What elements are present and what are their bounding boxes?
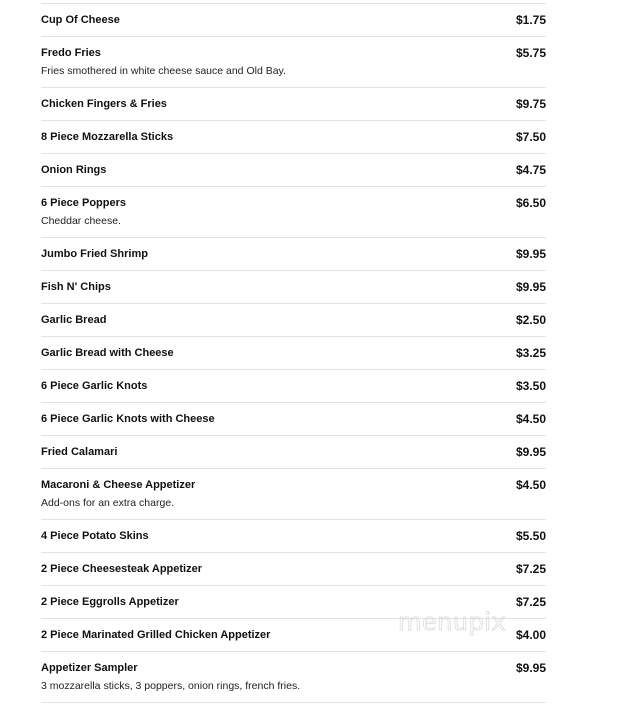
item-price: $9.95 [515, 280, 546, 294]
item-price: $9.95 [515, 661, 546, 675]
menu-item [41, 370, 546, 403]
item-name: Jumbo Fried Shrimp [41, 248, 148, 260]
menu-list [41, 3, 546, 703]
menu-item [41, 154, 546, 187]
item-price: $7.25 [515, 562, 546, 576]
item-name: Fried Calamari [41, 446, 118, 458]
item-price: $9.95 [515, 247, 546, 261]
item-description: Add-ons for an extra charge. [41, 497, 175, 509]
item-price: $9.95 [515, 445, 546, 459]
item-price: $1.75 [515, 13, 546, 27]
item-price: $4.50 [515, 478, 546, 492]
menu-item [41, 121, 546, 154]
menu-item [41, 88, 546, 121]
item-name: 6 Piece Poppers [41, 197, 126, 209]
item-price: $2.50 [515, 313, 546, 327]
item-price: $4.00 [515, 628, 546, 642]
menu-item [41, 652, 546, 703]
watermark-logo: menupix [398, 608, 507, 636]
menu-item [41, 337, 546, 370]
item-name: 6 Piece Garlic Knots with Cheese [41, 413, 215, 425]
item-price: $5.75 [515, 46, 546, 60]
menu-item [41, 238, 546, 271]
item-price: $3.50 [515, 379, 546, 393]
item-description: Fries smothered in white cheese sauce and Old Bay. [41, 65, 286, 77]
item-name: 2 Piece Eggrolls Appetizer [41, 596, 179, 608]
menu-item [41, 4, 546, 37]
item-name: Garlic Bread [41, 314, 107, 326]
item-name: 2 Piece Cheesesteak Appetizer [41, 563, 203, 575]
item-name: 6 Piece Garlic Knots [41, 380, 148, 392]
item-price: $6.50 [515, 196, 546, 210]
menu-item [41, 304, 546, 337]
menu-item [41, 37, 546, 88]
item-description: 3 mozzarella sticks, 3 poppers, onion rings, french fries. [41, 680, 301, 692]
item-name: Fredo Fries [41, 47, 101, 59]
menu-item [41, 436, 546, 469]
item-name: 4 Piece Potato Skins [41, 530, 149, 542]
item-price: $4.50 [515, 412, 546, 426]
item-price: $5.50 [515, 529, 546, 543]
item-name: Fish N' Chips [41, 281, 111, 293]
menu-item [41, 553, 546, 586]
menu-item [41, 403, 546, 436]
item-name: Macaroni & Cheese Appetizer [41, 479, 196, 491]
item-price: $7.50 [515, 130, 546, 144]
item-name: Garlic Bread with Cheese [41, 347, 174, 359]
item-name: Cup Of Cheese [41, 14, 120, 26]
item-price: $4.75 [515, 163, 546, 177]
menu-item [41, 469, 546, 520]
item-name: Appetizer Sampler [41, 662, 138, 674]
item-price: $3.25 [515, 346, 546, 360]
item-price: $7.25 [515, 595, 546, 609]
item-description: Cheddar cheese. [41, 215, 121, 227]
menu-item [41, 271, 546, 304]
item-name: 2 Piece Marinated Grilled Chicken Appetizer [41, 629, 271, 641]
item-name: Onion Rings [41, 164, 107, 176]
menu-item [41, 187, 546, 238]
item-name: Chicken Fingers & Fries [41, 98, 167, 110]
item-name: 8 Piece Mozzarella Sticks [41, 131, 174, 143]
item-price: $9.75 [515, 97, 546, 111]
menu-item [41, 520, 546, 553]
